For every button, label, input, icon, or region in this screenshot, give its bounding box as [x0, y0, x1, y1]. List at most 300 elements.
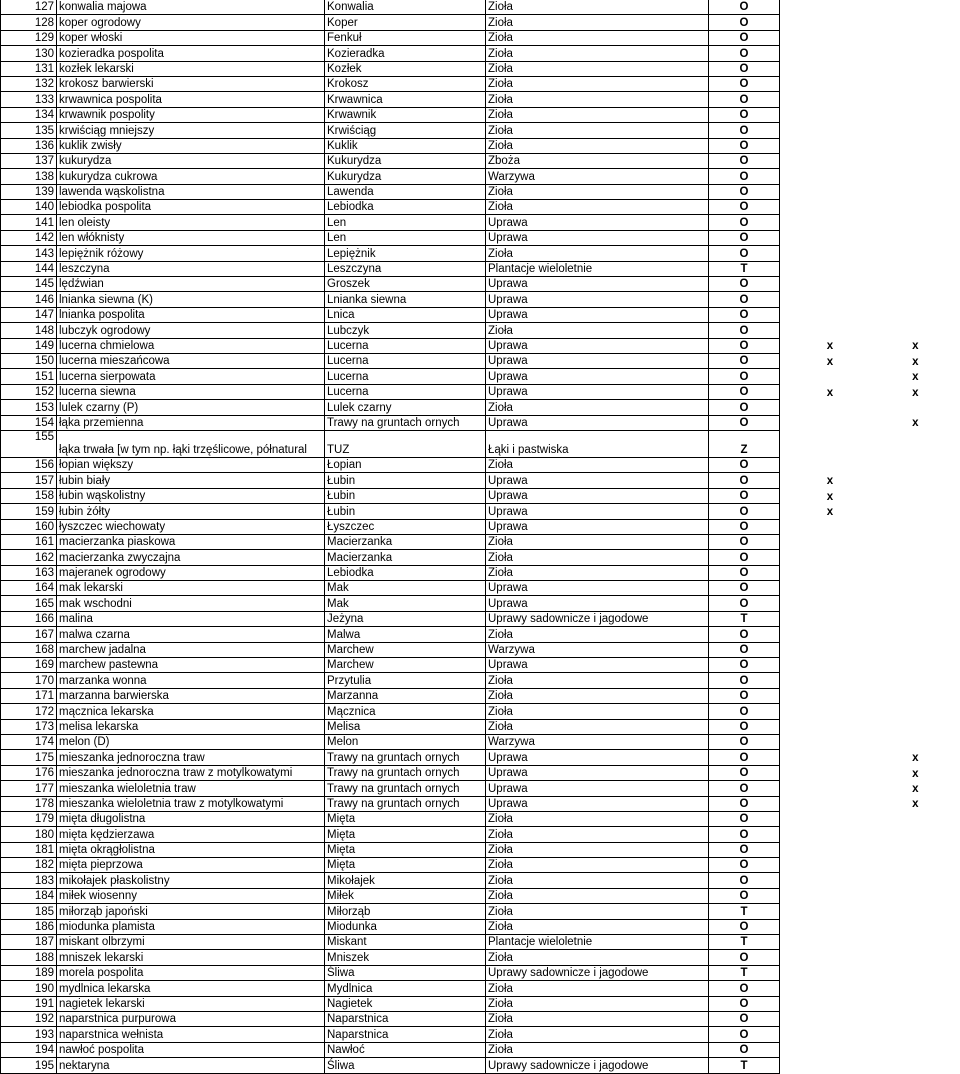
row-number-cell: 177	[1, 781, 57, 796]
plant-name-cell: leszczyna	[57, 261, 325, 276]
type-code-cell: O	[709, 873, 780, 888]
mark-b-cell	[881, 261, 959, 276]
mark-b-cell: x	[912, 783, 919, 796]
plant-name-cell: łubin biały	[57, 473, 325, 488]
category-cell: Uprawa	[486, 765, 709, 780]
mark-a-cell	[780, 307, 881, 322]
plant-name-cell: nagietek lekarski	[57, 996, 325, 1011]
row-number-cell: 158	[1, 488, 57, 503]
row-number-cell: 164	[1, 581, 57, 596]
plant-name-cell: lucerna sierpowata	[57, 369, 325, 384]
type-code-cell: O	[709, 76, 780, 91]
genus-name-cell: Mak	[325, 581, 486, 596]
mark-b-cell	[881, 246, 959, 261]
table-row	[1, 611, 959, 626]
category-cell: Zioła	[486, 92, 709, 107]
mark-a-cell	[780, 261, 881, 276]
category-cell: Zioła	[486, 0, 709, 15]
category-cell: Zioła	[486, 981, 709, 996]
genus-name-cell: Trawy na gruntach ornych	[325, 781, 486, 796]
mark-b-cell	[881, 858, 959, 873]
type-code-cell: T	[709, 1058, 780, 1073]
genus-name-cell: Melisa	[325, 719, 486, 734]
table-row	[1, 965, 959, 980]
row-number-cell: 193	[1, 1027, 57, 1042]
type-code-cell: O	[709, 888, 780, 903]
table-row	[1, 30, 959, 45]
mark-b-cell: x	[912, 417, 919, 430]
plant-name-cell: krwawnica pospolita	[57, 92, 325, 107]
category-cell: Uprawa	[486, 488, 709, 503]
mark-a-cell	[780, 138, 881, 153]
mark-b-cell: x	[912, 355, 919, 368]
plant-name-cell: macierzanka zwyczajna	[57, 550, 325, 565]
table-row	[1, 1058, 959, 1073]
row-number-cell: 179	[1, 811, 57, 826]
mark-b-cell	[881, 1058, 959, 1073]
type-code-cell: O	[709, 457, 780, 472]
mark-b-cell: x	[912, 371, 919, 384]
row-number-cell: 166	[1, 611, 57, 626]
table-row	[1, 627, 959, 642]
plant-name-cell: marzanka wonna	[57, 673, 325, 688]
plant-name-cell: łąka trwała [w tym np. łąki trzęślicowe, półnatural	[57, 430, 325, 457]
category-cell: Warzywa	[486, 169, 709, 184]
category-cell: Zioła	[486, 950, 709, 965]
plant-name-cell: krwawnik pospolity	[57, 107, 325, 122]
table-row	[1, 323, 959, 338]
table-row	[1, 457, 959, 472]
mark-a-cell	[780, 400, 881, 415]
plant-name-cell: mieszanka wieloletnia traw	[57, 781, 325, 796]
table-row	[1, 581, 959, 596]
mark-a-cell	[780, 950, 881, 965]
mark-b-cell	[881, 61, 959, 76]
mark-b-cell	[881, 230, 959, 245]
genus-name-cell: Śliwa	[325, 1058, 486, 1073]
type-code-cell: O	[709, 750, 780, 765]
mark-a-cell	[780, 415, 881, 430]
table-row	[1, 61, 959, 76]
row-number-cell: 173	[1, 719, 57, 734]
plant-name-cell: mieszanka jednoroczna traw z motylkowatymi	[57, 765, 325, 780]
mark-b-cell	[881, 734, 959, 749]
type-code-cell: O	[709, 581, 780, 596]
genus-name-cell: Marchew	[325, 642, 486, 657]
plant-name-cell: naparstnica purpurowa	[57, 1012, 325, 1027]
genus-name-cell: Lepiężnik	[325, 246, 486, 261]
type-code-cell: O	[709, 400, 780, 415]
mark-b-cell	[881, 1042, 959, 1057]
mark-a-cell	[780, 1042, 881, 1057]
plant-name-cell: malina	[57, 611, 325, 626]
type-code-cell: T	[709, 965, 780, 980]
type-code-cell: O	[709, 1027, 780, 1042]
type-code-cell: O	[709, 796, 780, 811]
genus-name-cell: Lucerna	[325, 338, 486, 353]
mark-a-cell	[780, 92, 881, 107]
table-row	[1, 169, 959, 184]
table-row	[1, 307, 959, 322]
genus-name-cell: Mięta	[325, 842, 486, 857]
type-code-cell: O	[709, 765, 780, 780]
type-code-cell: O	[709, 811, 780, 826]
category-cell: Warzywa	[486, 734, 709, 749]
mark-a-cell	[780, 827, 881, 842]
type-code-cell: O	[709, 61, 780, 76]
mark-b-cell	[881, 504, 959, 519]
type-code-cell: O	[709, 292, 780, 307]
mark-a-cell: x	[826, 475, 834, 488]
plant-name-cell: lawenda wąskolistna	[57, 184, 325, 199]
table-row	[1, 811, 959, 826]
plant-name-cell: mącznica lekarska	[57, 704, 325, 719]
mark-a-cell	[780, 534, 881, 549]
row-number-cell: 168	[1, 642, 57, 657]
mark-b-cell	[881, 935, 959, 950]
mark-a-cell	[780, 919, 881, 934]
mark-a-cell	[780, 246, 881, 261]
category-cell: Zioła	[486, 323, 709, 338]
mark-b-cell	[881, 457, 959, 472]
mark-b-cell	[881, 76, 959, 91]
row-number-cell: 170	[1, 673, 57, 688]
row-number-cell: 133	[1, 92, 57, 107]
mark-a-cell: x	[826, 355, 834, 368]
genus-name-cell: Łyszczec	[325, 519, 486, 534]
mark-b-cell	[881, 811, 959, 826]
table-row	[1, 0, 959, 15]
mark-a-cell	[780, 46, 881, 61]
type-code-cell: O	[709, 215, 780, 230]
genus-name-cell: Lubczyk	[325, 323, 486, 338]
type-code-cell: O	[709, 688, 780, 703]
mark-a-cell	[780, 0, 881, 15]
mark-a-cell	[780, 642, 881, 657]
type-code-cell: O	[709, 92, 780, 107]
genus-name-cell: Lucerna	[325, 369, 486, 384]
category-cell: Zioła	[486, 904, 709, 919]
table-row	[1, 292, 959, 307]
genus-name-cell: Trawy na gruntach ornych	[325, 765, 486, 780]
mark-b-cell: x	[912, 767, 919, 780]
table-row	[1, 950, 959, 965]
category-cell: Uprawa	[486, 338, 709, 353]
row-number-cell: 192	[1, 1012, 57, 1027]
genus-name-cell: TUZ	[325, 430, 486, 457]
category-cell: Uprawa	[486, 230, 709, 245]
table-row	[1, 230, 959, 245]
category-cell: Zioła	[486, 550, 709, 565]
plant-name-cell: konwalia majowa	[57, 0, 325, 15]
genus-name-cell: Krwiściąg	[325, 123, 486, 138]
mark-a-cell	[780, 719, 881, 734]
mark-a-cell	[780, 842, 881, 857]
type-code-cell: O	[709, 246, 780, 261]
genus-name-cell: Kukurydza	[325, 153, 486, 168]
plant-name-cell: lucerna siewna	[57, 384, 325, 399]
table-row	[1, 550, 959, 565]
mark-a-cell	[780, 796, 881, 811]
genus-name-cell: Lucerna	[325, 353, 486, 368]
table-row	[1, 384, 959, 399]
category-cell: Zioła	[486, 46, 709, 61]
mark-a-cell	[780, 627, 881, 642]
genus-name-cell: Koper	[325, 15, 486, 30]
table-row	[1, 76, 959, 91]
mark-b-cell	[881, 704, 959, 719]
type-code-cell: O	[709, 658, 780, 673]
type-code-cell: O	[709, 230, 780, 245]
plant-name-cell: lnianka pospolita	[57, 307, 325, 322]
type-code-cell: T	[709, 261, 780, 276]
table-row	[1, 92, 959, 107]
genus-name-cell: Krokosz	[325, 76, 486, 91]
row-number-cell: 165	[1, 596, 57, 611]
row-number-cell: 144	[1, 261, 57, 276]
type-code-cell: O	[709, 627, 780, 642]
mark-a-cell	[780, 704, 881, 719]
table-row	[1, 719, 959, 734]
mark-b-cell	[881, 673, 959, 688]
category-cell: Zioła	[486, 457, 709, 472]
genus-name-cell: Łubin	[325, 504, 486, 519]
mark-a-cell	[780, 200, 881, 215]
table-row	[1, 15, 959, 30]
mark-b-cell	[881, 200, 959, 215]
mark-a-cell: x	[826, 386, 834, 399]
plant-name-cell: lepiężnik różowy	[57, 246, 325, 261]
table-row	[1, 488, 959, 503]
type-code-cell: O	[709, 858, 780, 873]
mark-b-cell	[881, 596, 959, 611]
table-row	[1, 688, 959, 703]
table-row	[1, 415, 959, 430]
mark-a-cell	[780, 61, 881, 76]
genus-name-cell: Mak	[325, 596, 486, 611]
genus-name-cell: Lebiodka	[325, 200, 486, 215]
table-row	[1, 153, 959, 168]
mark-a-cell	[780, 1027, 881, 1042]
mark-b-cell: x	[912, 798, 919, 811]
category-cell: Zioła	[486, 811, 709, 826]
type-code-cell: O	[709, 307, 780, 322]
row-number-cell: 181	[1, 842, 57, 857]
mark-b-cell	[881, 1027, 959, 1042]
category-cell: Zioła	[486, 200, 709, 215]
table-row	[1, 430, 959, 457]
type-code-cell: O	[709, 473, 780, 488]
plant-name-cell: majeranek ogrodowy	[57, 565, 325, 580]
genus-name-cell: Nawłoć	[325, 1042, 486, 1057]
row-number-cell: 132	[1, 76, 57, 91]
type-code-cell: O	[709, 596, 780, 611]
category-cell: Łąki i pastwiska	[486, 430, 709, 457]
type-code-cell: O	[709, 153, 780, 168]
type-code-cell: O	[709, 415, 780, 430]
genus-name-cell: Krwawnica	[325, 92, 486, 107]
row-number-cell: 129	[1, 30, 57, 45]
plant-name-cell: mieszanka jednoroczna traw	[57, 750, 325, 765]
mark-b-cell	[881, 565, 959, 580]
mark-b-cell	[881, 611, 959, 626]
genus-name-cell: Nagietek	[325, 996, 486, 1011]
table-row	[1, 565, 959, 580]
type-code-cell: T	[709, 935, 780, 950]
category-cell: Uprawa	[486, 596, 709, 611]
mark-b-cell	[881, 292, 959, 307]
type-code-cell: O	[709, 842, 780, 857]
plant-name-cell: melisa lekarska	[57, 719, 325, 734]
type-code-cell: O	[709, 996, 780, 1011]
table-row	[1, 138, 959, 153]
table-row	[1, 658, 959, 673]
genus-name-cell: Len	[325, 230, 486, 245]
mark-b-cell	[881, 46, 959, 61]
row-number-cell: 139	[1, 184, 57, 199]
plant-name-cell: nektaryna	[57, 1058, 325, 1073]
plant-name-cell: kukurydza cukrowa	[57, 169, 325, 184]
genus-name-cell: Lnianka siewna	[325, 292, 486, 307]
mark-b-cell	[881, 30, 959, 45]
genus-name-cell: Konwalia	[325, 0, 486, 15]
row-number-cell: 185	[1, 904, 57, 919]
plant-name-cell: łyszczec wiechowaty	[57, 519, 325, 534]
plant-name-cell: mięta kędzierzawa	[57, 827, 325, 842]
category-cell: Zioła	[486, 888, 709, 903]
type-code-cell: O	[709, 1042, 780, 1057]
table-row	[1, 981, 959, 996]
type-code-cell: O	[709, 488, 780, 503]
mark-a-cell	[780, 323, 881, 338]
plant-name-cell: mięta długolistna	[57, 811, 325, 826]
type-code-cell: O	[709, 550, 780, 565]
row-number-cell: 131	[1, 61, 57, 76]
plant-name-cell: krokosz barwierski	[57, 76, 325, 91]
mark-a-cell: x	[826, 340, 834, 353]
table-row	[1, 519, 959, 534]
mark-a-cell	[780, 811, 881, 826]
category-cell: Zioła	[486, 107, 709, 122]
plant-name-cell: malwa czarna	[57, 627, 325, 642]
category-cell: Uprawa	[486, 658, 709, 673]
mark-a-cell	[780, 184, 881, 199]
genus-name-cell: Mydlnica	[325, 981, 486, 996]
category-cell: Zioła	[486, 858, 709, 873]
plant-name-cell: mydlnica lekarska	[57, 981, 325, 996]
category-cell: Uprawa	[486, 750, 709, 765]
mark-a-cell	[780, 611, 881, 626]
mark-a-cell	[780, 904, 881, 919]
table-row	[1, 704, 959, 719]
category-cell: Uprawa	[486, 581, 709, 596]
category-cell: Zioła	[486, 704, 709, 719]
row-number-cell: 167	[1, 627, 57, 642]
row-number-cell: 150	[1, 353, 57, 368]
mark-a-cell	[780, 457, 881, 472]
mark-b-cell	[881, 904, 959, 919]
genus-name-cell: Fenkuł	[325, 30, 486, 45]
genus-name-cell: Lawenda	[325, 184, 486, 199]
table-row	[1, 1027, 959, 1042]
table-row	[1, 642, 959, 657]
plant-name-cell: miodunka plamista	[57, 919, 325, 934]
category-cell: Uprawa	[486, 277, 709, 292]
plant-name-cell: miskant olbrzymi	[57, 935, 325, 950]
table-row	[1, 400, 959, 415]
mark-b-cell	[881, 323, 959, 338]
row-number-cell: 152	[1, 384, 57, 399]
row-number-cell: 169	[1, 658, 57, 673]
genus-name-cell: Miodunka	[325, 919, 486, 934]
plant-name-cell: koper włoski	[57, 30, 325, 45]
row-number-cell: 187	[1, 935, 57, 950]
row-number-cell: 195	[1, 1058, 57, 1073]
genus-name-cell: Groszek	[325, 277, 486, 292]
mark-a-cell	[780, 277, 881, 292]
type-code-cell: O	[709, 107, 780, 122]
category-cell: Uprawa	[486, 292, 709, 307]
type-code-cell: O	[709, 504, 780, 519]
plant-name-cell: mięta okrągłolistna	[57, 842, 325, 857]
category-cell: Zioła	[486, 123, 709, 138]
mark-b-cell	[881, 488, 959, 503]
row-number-cell: 147	[1, 307, 57, 322]
row-number-cell: 160	[1, 519, 57, 534]
category-cell: Uprawa	[486, 415, 709, 430]
row-number-cell: 146	[1, 292, 57, 307]
plant-name-cell: mięta pieprzowa	[57, 858, 325, 873]
plant-name-cell: marchew pastewna	[57, 658, 325, 673]
category-cell: Zioła	[486, 138, 709, 153]
type-code-cell: O	[709, 46, 780, 61]
genus-name-cell: Kuklik	[325, 138, 486, 153]
plant-name-cell: mikołajek płaskolistny	[57, 873, 325, 888]
plant-name-cell: mak wschodni	[57, 596, 325, 611]
type-code-cell: O	[709, 184, 780, 199]
plant-name-cell: łubin żółty	[57, 504, 325, 519]
table-row	[1, 858, 959, 873]
category-cell: Uprawa	[486, 519, 709, 534]
category-cell: Zioła	[486, 1027, 709, 1042]
mark-b-cell: x	[912, 386, 919, 399]
row-number-cell: 143	[1, 246, 57, 261]
plant-name-cell: mak lekarski	[57, 581, 325, 596]
type-code-cell: O	[709, 277, 780, 292]
row-number-cell: 127	[1, 0, 57, 15]
row-number-cell: 137	[1, 153, 57, 168]
genus-name-cell: Marzanna	[325, 688, 486, 703]
mark-a-cell	[780, 565, 881, 580]
category-cell: Uprawa	[486, 504, 709, 519]
mark-a-cell	[780, 369, 881, 384]
mark-b-cell	[881, 123, 959, 138]
genus-name-cell: Mikołajek	[325, 873, 486, 888]
mark-b-cell	[881, 92, 959, 107]
category-cell: Zioła	[486, 627, 709, 642]
mark-a-cell	[780, 1058, 881, 1073]
row-number-cell: 134	[1, 107, 57, 122]
table-row	[1, 781, 959, 796]
plant-name-cell: miłek wiosenny	[57, 888, 325, 903]
category-cell: Zioła	[486, 400, 709, 415]
table-row	[1, 123, 959, 138]
row-number-cell: 175	[1, 750, 57, 765]
mark-a-cell	[780, 996, 881, 1011]
category-cell: Zboża	[486, 153, 709, 168]
category-cell: Plantacje wieloletnie	[486, 935, 709, 950]
genus-name-cell: Lebiodka	[325, 565, 486, 580]
